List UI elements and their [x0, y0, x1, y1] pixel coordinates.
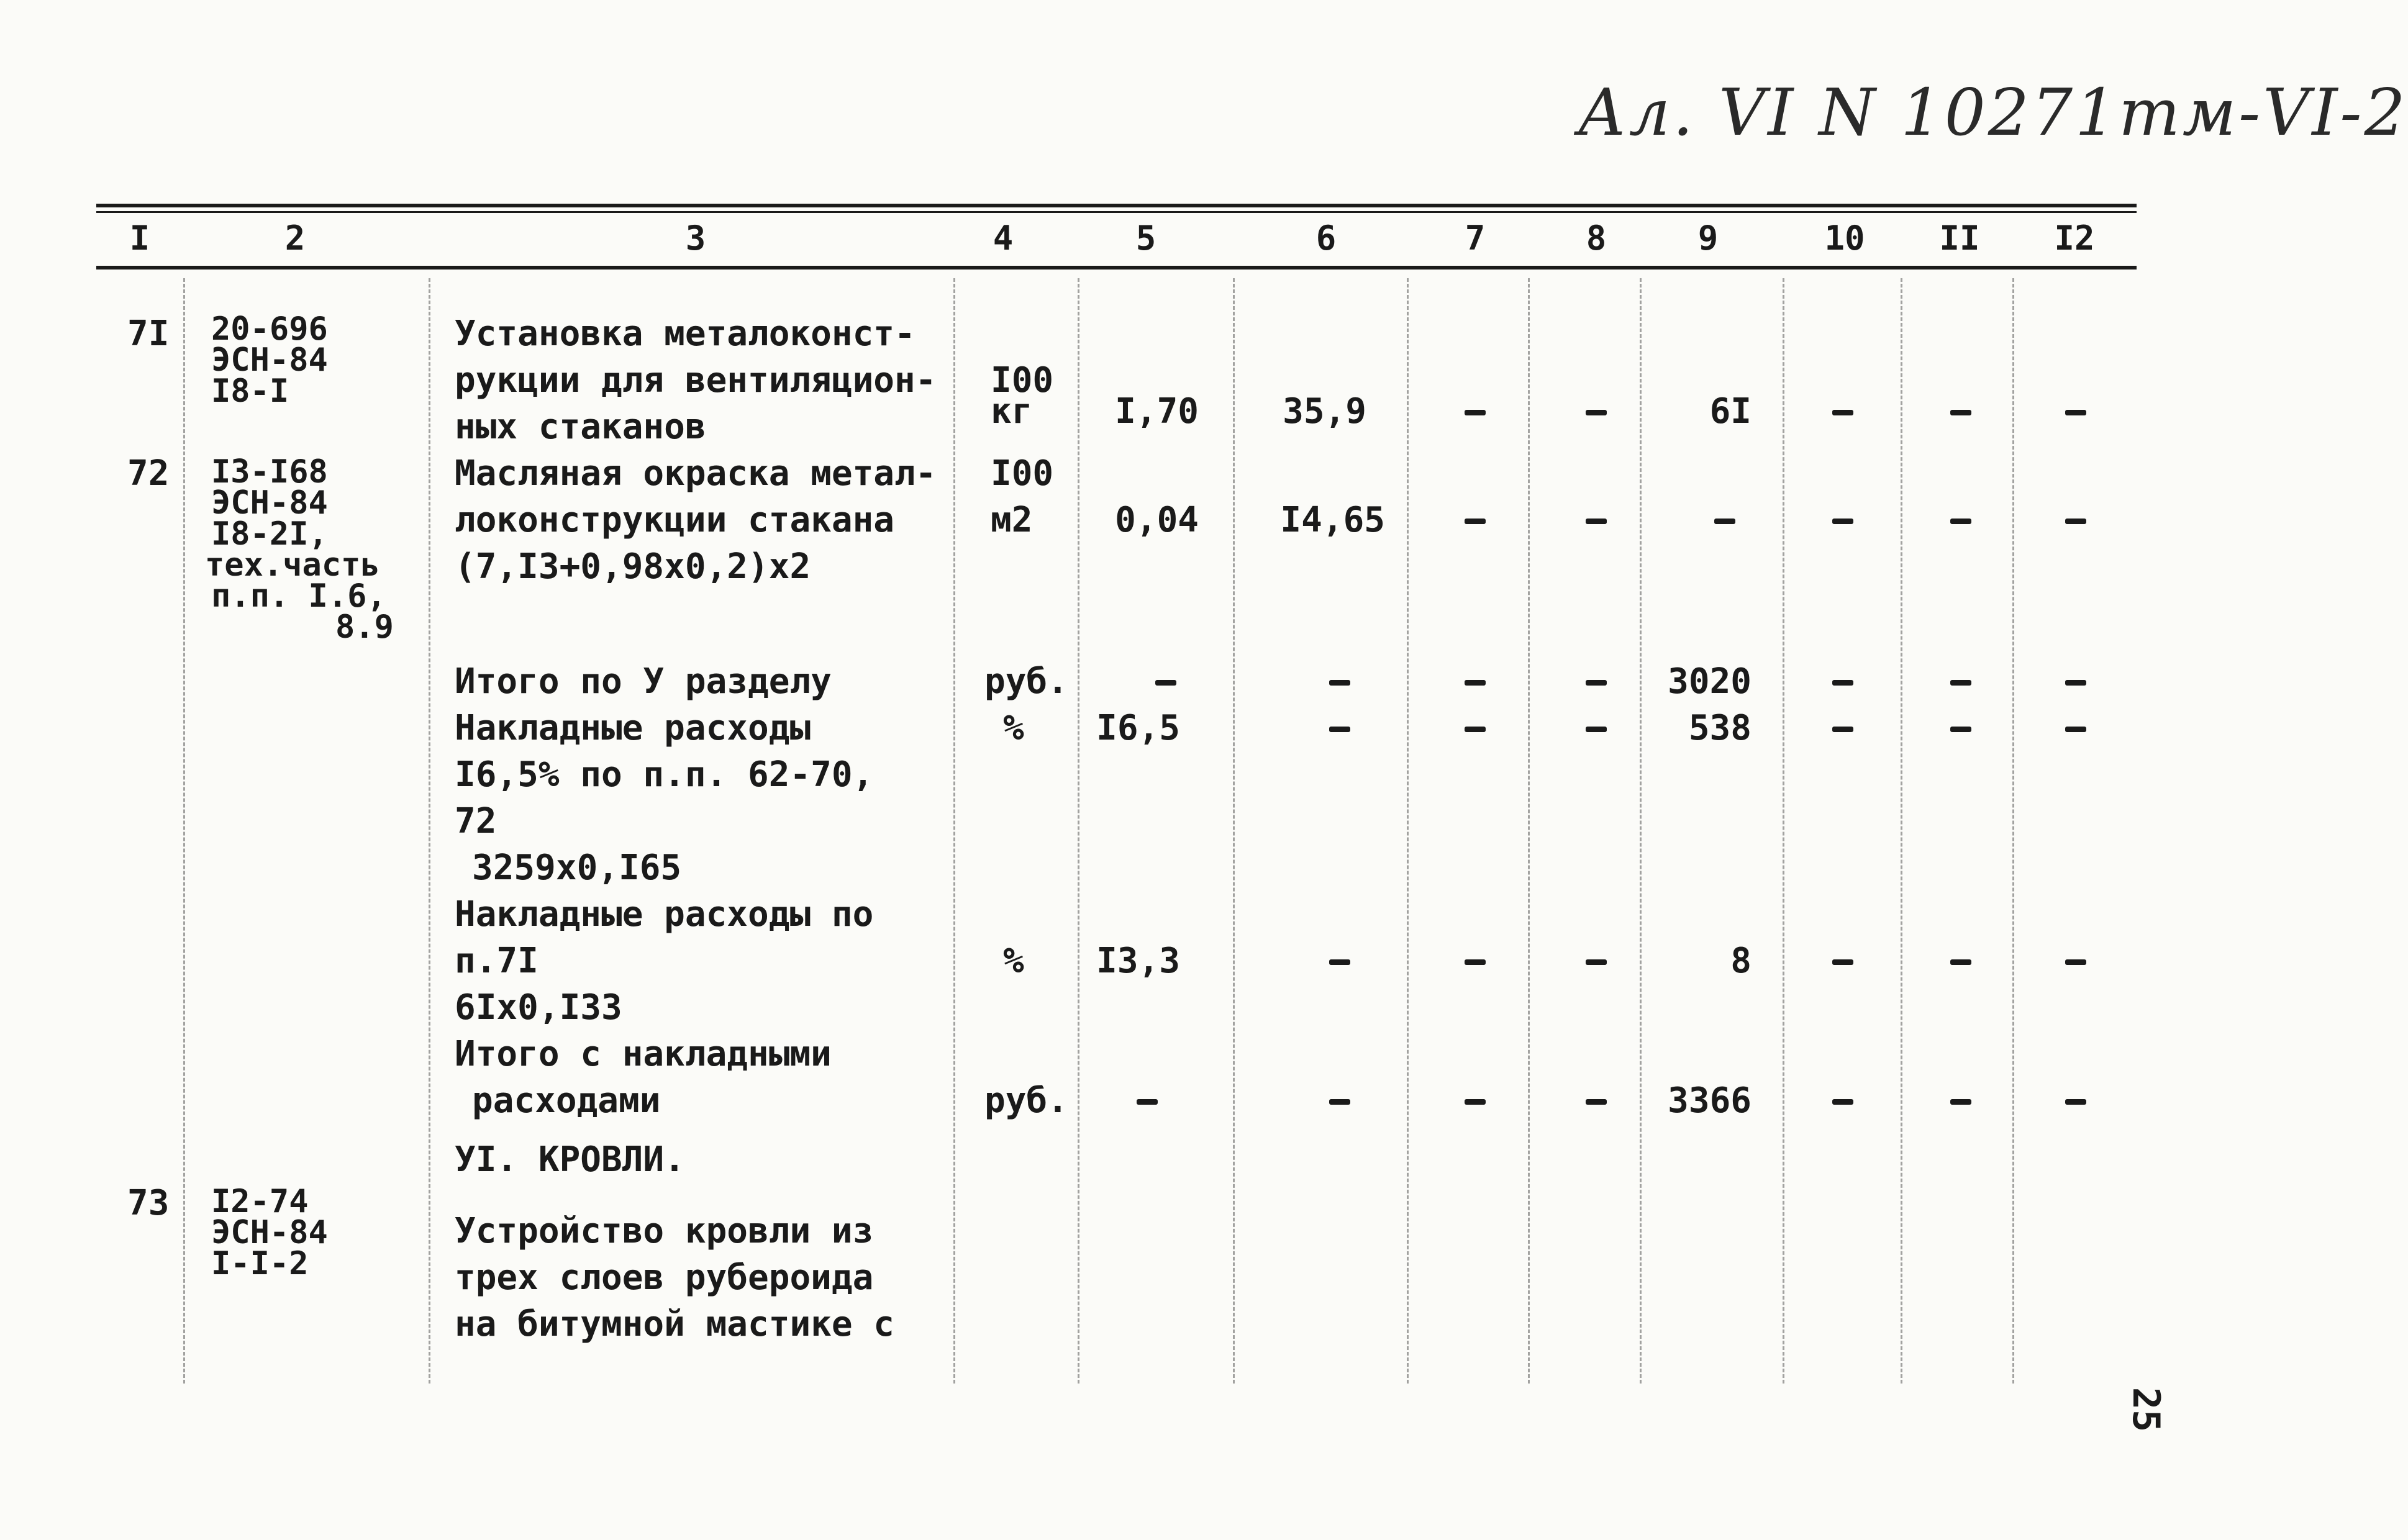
dash-col10: [1832, 680, 1853, 686]
unit-line: кг: [991, 391, 1033, 432]
col-divider: [1233, 278, 1235, 1384]
dash-col7: [1465, 410, 1486, 415]
dash-col6: [1329, 959, 1350, 965]
value-col5: I3,3: [1096, 941, 1180, 981]
col-header-5: 5: [1135, 219, 1156, 258]
col-header-8: 8: [1586, 219, 1607, 258]
value-col6: 35,9: [1283, 391, 1366, 432]
dash-col10: [1832, 519, 1853, 524]
dash-col7: [1465, 727, 1486, 732]
row-number: 7I: [127, 314, 170, 354]
description-line: 6Iх0,I33: [455, 987, 622, 1028]
dash-col10: [1832, 1099, 1853, 1105]
dash-col9: [1714, 519, 1735, 524]
col-header-1: I: [129, 219, 150, 258]
col-divider: [1783, 278, 1784, 1384]
section-heading: УI. КРОВЛИ.: [455, 1139, 685, 1180]
dash-col11: [1950, 959, 1971, 965]
value-col6: I4,65: [1280, 500, 1385, 540]
col-divider: [1528, 278, 1530, 1384]
description-line: расходами: [472, 1080, 661, 1121]
description-line: 3259х0,I65: [472, 848, 682, 888]
description-line: локонструкции стакана: [455, 500, 895, 540]
norm-code-line: ЭСН-84: [211, 1214, 328, 1251]
norm-code-line: тех.часть: [205, 546, 380, 584]
description-line: п.7I: [455, 941, 538, 981]
col-divider: [429, 278, 430, 1384]
description-line: ных стаканов: [455, 407, 706, 447]
col-header-4: 4: [993, 219, 1014, 258]
header-bottom-rule: [96, 266, 2137, 270]
norm-code-line: ЭСН-84: [211, 342, 328, 379]
row-number: 73: [127, 1183, 170, 1223]
value-col5: I,70: [1115, 391, 1199, 432]
description-line: на битумной мастике с: [455, 1304, 895, 1344]
dash-col11: [1950, 410, 1971, 415]
norm-code-line: I8-2I,: [211, 515, 328, 553]
dash-col10: [1832, 727, 1853, 732]
dash-col12: [2065, 727, 2086, 732]
description-line: Масляная окраска метал-: [455, 453, 937, 494]
description-line: Итого по У разделу: [455, 661, 832, 702]
value-col9: 3366: [1668, 1080, 1751, 1121]
dash-col8: [1586, 1099, 1607, 1105]
dash-col6: [1329, 680, 1350, 686]
dash-col7: [1465, 959, 1486, 965]
value-col9: 3020: [1668, 661, 1751, 702]
dash-col12: [2065, 1099, 2086, 1105]
col-divider: [1901, 278, 1902, 1384]
dash-col11: [1950, 519, 1971, 524]
description-line: (7,I3+0,98х0,2)х2: [455, 546, 811, 587]
value-col9: 538: [1688, 708, 1751, 748]
description-line: рукции для вентиляцион-: [455, 360, 937, 401]
col-header-6: 6: [1315, 219, 1337, 258]
value-col9: 8: [1730, 941, 1751, 981]
unit-line: %: [1003, 708, 1024, 748]
col-divider: [953, 278, 955, 1384]
table-top-rule: [96, 204, 2137, 207]
document-code: Ал. VI N 10271тм-VI-2: [1578, 75, 2408, 150]
norm-code-line: п.п. I.6,: [211, 578, 386, 615]
unit-line: руб.: [984, 1080, 1068, 1121]
dash-col12: [2065, 410, 2086, 415]
col-divider: [2012, 278, 2014, 1384]
col-divider: [1407, 278, 1409, 1384]
dash-col11: [1950, 680, 1971, 686]
dash-col7: [1465, 1099, 1486, 1105]
dash-col8: [1586, 959, 1607, 965]
page-number: 25: [2124, 1387, 2168, 1433]
dash-col8: [1586, 519, 1607, 524]
description-line: Накладные расходы по: [455, 894, 874, 935]
value-col5: 0,04: [1115, 500, 1199, 540]
description-line: I6,5% по п.п. 62-70,: [455, 754, 874, 795]
col-header-9: 9: [1697, 219, 1719, 258]
unit-line: I00: [991, 453, 1054, 494]
dash-col7: [1465, 680, 1486, 686]
dash-col8: [1586, 727, 1607, 732]
description-line: Установка металоконст-: [455, 314, 915, 354]
unit-line: руб.: [984, 661, 1068, 702]
norm-code-line: 8.9: [335, 609, 394, 646]
dash-col11: [1950, 1099, 1971, 1105]
dash-col7: [1465, 519, 1486, 524]
col-header-11: II: [1939, 219, 1980, 258]
value-col5: I6,5: [1096, 708, 1180, 748]
description-line: 72: [455, 801, 497, 841]
table-top-rule-thin: [96, 211, 2137, 213]
col-header-3: 3: [685, 219, 706, 258]
col-divider: [1640, 278, 1642, 1384]
norm-code-line: I-I-2: [211, 1245, 309, 1282]
dash-col10: [1832, 959, 1853, 965]
dash-col8: [1586, 410, 1607, 415]
col-divider: [183, 278, 185, 1384]
dash-col8: [1586, 680, 1607, 686]
unit-line: м2: [991, 500, 1033, 540]
col-header-12: I2: [2054, 219, 2095, 258]
col-divider: [1078, 278, 1079, 1384]
dash-col5: [1155, 680, 1176, 686]
row-number: 72: [127, 453, 170, 494]
description-line: Итого с накладными: [455, 1034, 832, 1074]
col-header-2: 2: [284, 219, 306, 258]
dash-col12: [2065, 519, 2086, 524]
col-header-7: 7: [1465, 219, 1486, 258]
unit-line: I00: [991, 360, 1054, 401]
norm-code-line: I8-I: [211, 373, 289, 410]
unit-line: %: [1003, 941, 1024, 981]
norm-code-line: ЭСН-84: [211, 484, 328, 522]
description-line: трех слоев рубероида: [455, 1257, 874, 1298]
dash-col6: [1329, 1099, 1350, 1105]
col-header-10: 10: [1824, 219, 1865, 258]
dash-col12: [2065, 680, 2086, 686]
dash-col12: [2065, 959, 2086, 965]
dash-col10: [1832, 410, 1853, 415]
value-col9: 6I: [1709, 391, 1751, 432]
dash-col6: [1329, 727, 1350, 732]
description-line: Накладные расходы: [455, 708, 811, 748]
norm-code-line: I2-74: [211, 1183, 309, 1220]
description-line: Устройство кровли из: [455, 1211, 874, 1251]
norm-code-line: I3-I68: [211, 453, 328, 491]
norm-code-line: 20-696: [211, 310, 328, 348]
dash-col11: [1950, 727, 1971, 732]
dash-col5: [1137, 1099, 1158, 1105]
